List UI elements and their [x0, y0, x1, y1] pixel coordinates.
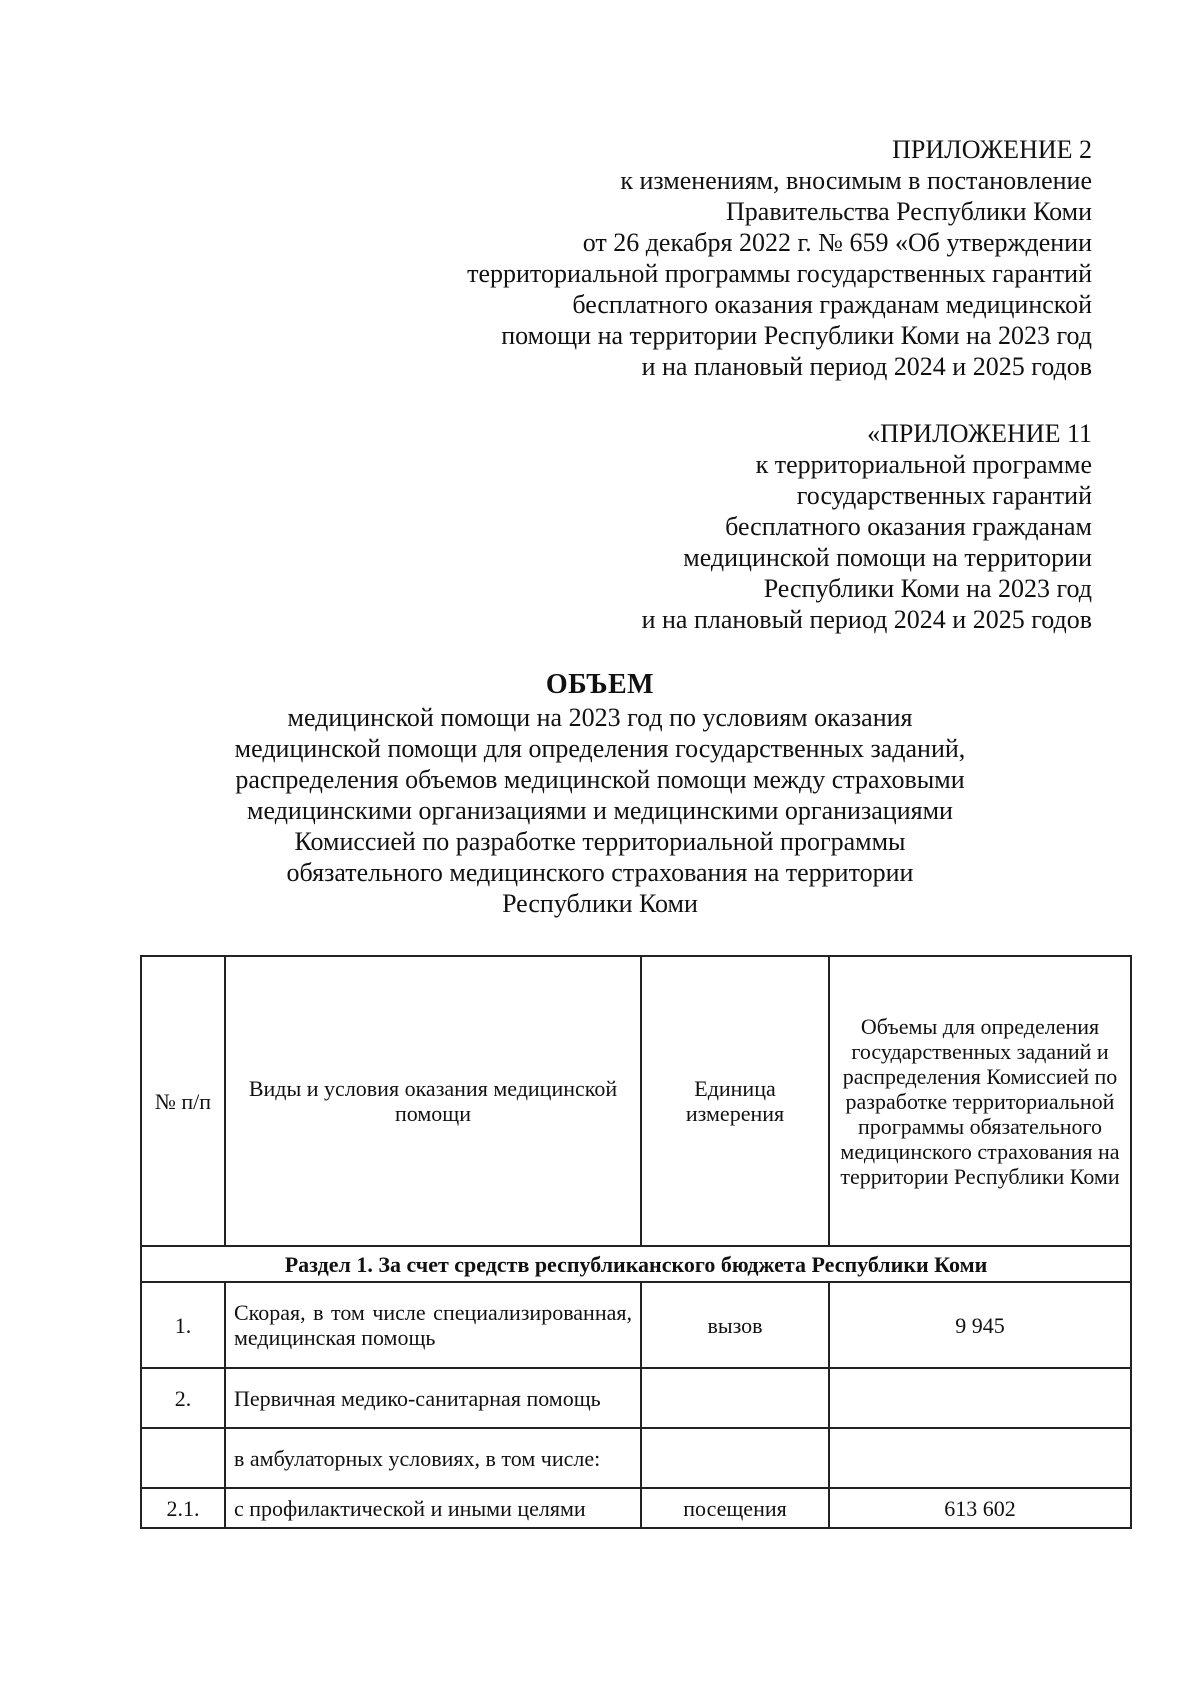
title-line: медицинской помощи на 2023 год по условиям оказания — [287, 703, 913, 732]
table-row — [141, 1488, 1131, 1528]
title-line: Республики Коми — [502, 889, 698, 918]
cell-num: 2.1. — [141, 1488, 225, 1528]
cell-unit — [641, 1428, 829, 1488]
title-line: распределения объемов медицинской помощи между страховыми — [235, 765, 965, 794]
cell-volume: 613 602 — [829, 1488, 1131, 1528]
title-line: обязательного медицинского страхования на территории — [286, 858, 914, 887]
appendix-line: помощи на территории Республики Коми на 2023 год — [501, 321, 1092, 350]
cell-num: 1. — [141, 1282, 225, 1368]
appendix-line: бесплатного оказания гражданам медицинской — [572, 290, 1092, 319]
cell-num — [141, 1428, 225, 1488]
header-unit: Единица измерения — [641, 956, 829, 1246]
appendix-line: государственных гарантий — [796, 481, 1092, 510]
appendix-line: Правительства Республики Коми — [726, 197, 1092, 226]
title-line: Комиссией по разработке территориальной программы — [294, 827, 906, 856]
section-row — [141, 1246, 1131, 1282]
appendix-line: и на плановый период 2024 и 2025 годов — [641, 352, 1092, 381]
cell-unit: вызов — [641, 1282, 829, 1368]
appendix-11-header — [642, 418, 1092, 635]
cell-kind: в амбулаторных условиях, в том числе: — [225, 1428, 641, 1488]
table-row — [141, 1368, 1131, 1428]
appendix-line: к изменениям, вносимым в постановление — [620, 166, 1092, 195]
appendix-line: к территориальной программе — [755, 450, 1092, 479]
cell-unit: посещения — [641, 1488, 829, 1528]
title-line: медицинскими организациями и медицинскими организациями — [247, 796, 953, 825]
header-num: № п/п — [141, 956, 225, 1246]
cell-kind: Скорая, в том числе специализированная, медицинская помощь — [225, 1282, 641, 1368]
appendix-line: от 26 декабря 2022 г. № 659 «Об утверждении — [582, 228, 1092, 257]
appendix-line: ПРИЛОЖЕНИЕ 2 — [892, 135, 1092, 164]
appendix-line: территориальной программы государственных гарантий — [467, 259, 1092, 288]
table-row — [141, 1282, 1131, 1368]
volume-table — [140, 955, 1132, 1529]
appendix-line: и на плановый период 2024 и 2025 годов — [641, 605, 1092, 634]
title-main: ОБЪЕМ — [545, 669, 655, 700]
cell-volume: 9 945 — [829, 1282, 1131, 1368]
cell-unit — [641, 1368, 829, 1428]
section-title: Раздел 1. За счет средств республиканского бюджета Республики Коми — [141, 1246, 1131, 1282]
appendix-line: «ПРИЛОЖЕНИЕ 11 — [867, 419, 1092, 448]
appendix-line: бесплатного оказания гражданам — [725, 512, 1092, 541]
table-header-row — [141, 956, 1131, 1246]
header-kind: Виды и условия оказания медицинской помощи — [225, 956, 641, 1246]
header-volume: Объемы для определения государственных заданий и распределения Комиссией по разработке территориальной программы обязательного медицинского страхования на территории Республики Коми — [829, 956, 1131, 1246]
appendix-2-header — [467, 134, 1092, 382]
cell-volume — [829, 1368, 1131, 1428]
cell-volume — [829, 1428, 1131, 1488]
cell-kind: Первичная медико-санитарная помощь — [225, 1368, 641, 1428]
appendix-line: медицинской помощи на территории — [683, 543, 1092, 572]
cell-kind: с профилактической и иными целями — [225, 1488, 641, 1528]
cell-num: 2. — [141, 1368, 225, 1428]
document-title — [140, 668, 1060, 919]
appendix-line: Республики Коми на 2023 год — [763, 574, 1092, 603]
table-row — [141, 1428, 1131, 1488]
title-line: медицинской помощи для определения государственных заданий, — [234, 734, 966, 763]
